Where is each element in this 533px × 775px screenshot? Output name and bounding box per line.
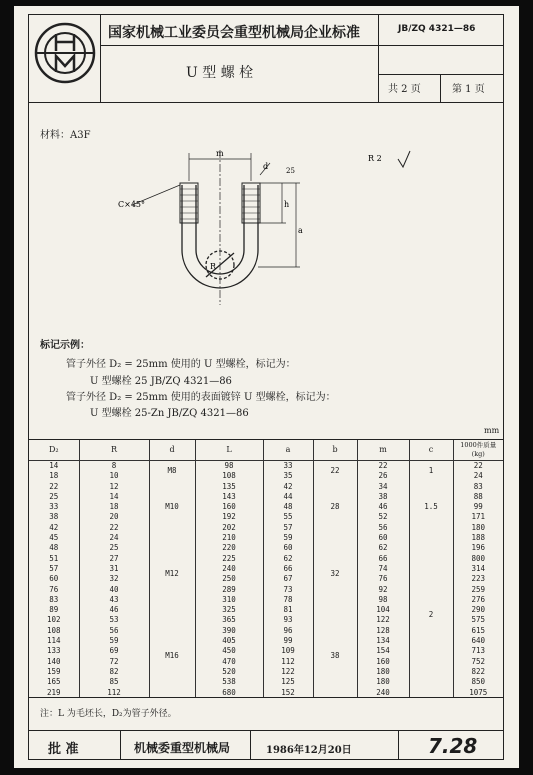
dim-a: a (298, 226, 303, 235)
example-line-2: U 型螺栓 25 JB/ZQ 4321—86 (90, 376, 232, 387)
table-note: 注：L 为毛坯长，D₂为管子外径。 (40, 709, 177, 719)
table-cell: 48 (49, 543, 59, 553)
table-cell: 114 (46, 636, 61, 646)
col-m: m (357, 440, 409, 461)
std-no-divider (378, 14, 379, 102)
table-cell: 154 (357, 646, 409, 656)
document-title: U 型 螺 栓 (186, 65, 254, 81)
table-cell: 1075 (453, 688, 503, 698)
page-count: 共 2 页 (388, 84, 421, 95)
table-cell: 96 (263, 626, 313, 636)
table-cell: 14 (79, 492, 149, 502)
approve-label: 批 准 (48, 742, 79, 757)
approver: 机械委重型机械局 (134, 741, 231, 755)
table-cell: 26 (357, 471, 409, 481)
org-title: 国家机械工业委员会重型机械局企业标准 (108, 25, 360, 41)
table-cell: 1.5 (409, 482, 453, 533)
table-cell: 46 (357, 502, 409, 512)
table-cell: 67 (263, 574, 313, 584)
col-mass: 1000件质量 (kg) (453, 440, 503, 461)
table-cell: 42 (49, 522, 59, 532)
footer-div-1 (120, 730, 121, 760)
table-cell: 14 (49, 461, 59, 470)
table-cell: 210 (195, 533, 263, 543)
table-cell: 43 (79, 595, 149, 605)
table-cell: 69 (79, 646, 149, 656)
table-cell: 81 (263, 605, 313, 615)
footer-top-line (28, 730, 504, 731)
table-cell: 24 (79, 533, 149, 543)
table-cell: 66 (263, 564, 313, 574)
table-cell: 62 (263, 554, 313, 564)
table-body (29, 461, 503, 698)
table-cell: 18 (49, 471, 59, 481)
table-cell: 135 (195, 482, 263, 492)
table-cell: 38 (49, 512, 59, 522)
material-label: 材料：A3F (40, 130, 91, 141)
table-cell: 93 (263, 615, 313, 625)
table-cell: 35 (263, 471, 313, 481)
table-cell: 125 (263, 677, 313, 687)
table-cell: 32 (79, 574, 149, 584)
table-cell: 220 (195, 543, 263, 553)
table-cell: M8 (149, 461, 195, 482)
table-cell: 104 (357, 605, 409, 615)
page-box-line (378, 74, 504, 75)
table-cell: 33 (263, 461, 313, 472)
table-cell: 1 (409, 461, 453, 482)
table-cell: 28 (313, 482, 357, 533)
table-cell: 202 (195, 523, 263, 533)
unit-label: mm (484, 426, 500, 435)
table-cell: 575 (453, 615, 503, 625)
table-cell: 66 (357, 554, 409, 564)
table-cell: 22 (357, 461, 409, 472)
u-bolt-drawing (110, 145, 440, 335)
standard-logo-icon (34, 22, 96, 84)
header-bottom-line (28, 102, 504, 103)
table-cell: 32 (313, 533, 357, 615)
table-cell: 192 (195, 512, 263, 522)
table-cell: 108 (195, 471, 263, 481)
table-cell: M10 (149, 482, 195, 533)
table-cell: 12 (79, 482, 149, 492)
table-cell: 180 (453, 523, 503, 533)
table-cell: 45 (49, 533, 59, 543)
table-cell: 240 (195, 564, 263, 574)
table-cell: 57 (263, 523, 313, 533)
table-cell: 133 (46, 646, 61, 656)
table-row (29, 533, 503, 543)
table-cell: 24 (453, 471, 503, 481)
table-cell: 59 (263, 533, 313, 543)
table-cell: 98 (357, 595, 409, 605)
table-cell: 34 (357, 482, 409, 492)
header-divider (100, 45, 504, 46)
table-cell: 98 (195, 461, 263, 472)
table-cell: 60 (263, 543, 313, 553)
table-cell: 171 (453, 512, 503, 522)
table-cell: 57 (49, 563, 59, 573)
table-cell: 289 (195, 585, 263, 595)
col-d: d (149, 440, 195, 461)
table-cell: 640 (453, 636, 503, 646)
dim-angle: 25 (286, 167, 295, 175)
table-cell: 196 (453, 543, 503, 553)
table-cell: 31 (79, 564, 149, 574)
table-cell: 102 (46, 615, 61, 625)
table-cell: 38 (357, 492, 409, 502)
footer-div-3 (398, 730, 399, 760)
table-cell: 55 (263, 512, 313, 522)
table-cell: 850 (453, 677, 503, 687)
col-l: L (195, 440, 263, 461)
table-cell: 73 (263, 585, 313, 595)
table-cell: 85 (79, 677, 149, 687)
table-cell: 83 (453, 482, 503, 492)
table-cell: 134 (357, 636, 409, 646)
logo-divider (100, 14, 101, 102)
table-cell: 76 (49, 584, 59, 594)
dim-d: d (263, 162, 269, 171)
col-r: R (79, 440, 149, 461)
dim-h: h (284, 200, 290, 209)
table-cell: 152 (263, 688, 313, 698)
table-cell: 165 (46, 677, 61, 687)
example-line-1: 管子外径 D₂ = 25mm 使用的 U 型螺栓，标记为： (66, 359, 296, 370)
table-cell: 800 (453, 554, 503, 564)
table-cell: 450 (195, 646, 263, 656)
table-cell: 160 (195, 502, 263, 512)
dim-chamfer: C×45° (118, 200, 146, 209)
table-cell: 365 (195, 615, 263, 625)
table-cell: 325 (195, 605, 263, 615)
table-cell: 122 (357, 615, 409, 625)
table-row (29, 482, 503, 492)
table-cell: 27 (79, 554, 149, 564)
table-cell: 2 (409, 533, 453, 698)
table-cell: 52 (357, 512, 409, 522)
table-cell: 310 (195, 595, 263, 605)
table-cell: 89 (49, 605, 59, 615)
dim-r: R (210, 262, 217, 271)
dimension-table (29, 440, 503, 698)
table-cell: 25 (79, 543, 149, 553)
table-cell: 520 (195, 667, 263, 677)
table-cell: 290 (453, 605, 503, 615)
col-a: a (263, 440, 313, 461)
table-cell: 78 (263, 595, 313, 605)
table-cell: 128 (357, 626, 409, 636)
table-cell: 180 (357, 677, 409, 687)
table-cell: 60 (49, 574, 59, 584)
table-cell: 99 (453, 502, 503, 512)
table-cell: 62 (357, 543, 409, 553)
table-cell: 20 (79, 512, 149, 522)
table-cell: 56 (79, 626, 149, 636)
table-cell: 470 (195, 657, 263, 667)
table-cell: 22 (79, 523, 149, 533)
table-cell: 8 (79, 461, 149, 472)
table-cell: 225 (195, 554, 263, 564)
page-number: 第 1 页 (452, 84, 485, 95)
page-box-divider (440, 74, 441, 102)
table-cell: 160 (357, 657, 409, 667)
table-cell: 223 (453, 574, 503, 584)
table-header-row (29, 440, 503, 461)
table-cell: 219 (46, 687, 61, 697)
table-cell: 92 (357, 585, 409, 595)
table-cell: 240 (357, 688, 409, 698)
table-cell: 99 (263, 636, 313, 646)
approval-date: 1986年12月20日 (266, 745, 352, 756)
table-cell: 713 (453, 646, 503, 656)
table-cell: 46 (79, 605, 149, 615)
table-cell: 109 (263, 646, 313, 656)
table-cell: 276 (453, 595, 503, 605)
table-cell: 82 (79, 667, 149, 677)
table-cell: 48 (263, 502, 313, 512)
table-cell: 25 (49, 491, 59, 501)
table-cell: 159 (46, 666, 61, 676)
table-cell: 112 (263, 657, 313, 667)
table-cell: 188 (453, 533, 503, 543)
table-cell: 53 (79, 615, 149, 625)
table-cell: 143 (195, 492, 263, 502)
table-cell: 405 (195, 636, 263, 646)
table-cell: 10 (79, 471, 149, 481)
table-cell: 44 (263, 492, 313, 502)
table-cell: 33 (49, 502, 59, 512)
table-cell: 88 (453, 492, 503, 502)
table-cell: 822 (453, 667, 503, 677)
table-cell: 76 (357, 574, 409, 584)
table-cell: 752 (453, 657, 503, 667)
table-cell: 22 (453, 461, 503, 472)
col-d2: D₂ (29, 440, 79, 461)
table-cell: 180 (357, 667, 409, 677)
table-cell: 42 (263, 482, 313, 492)
standard-number: JB/ZQ 4321—86 (398, 24, 476, 34)
table-cell: 51 (49, 553, 59, 563)
footer-div-2 (250, 730, 251, 760)
col-b: b (313, 440, 357, 461)
table-cell: 108 (46, 625, 61, 635)
table-cell: 112 (79, 688, 149, 698)
dim-m: m (216, 149, 224, 158)
table-row (29, 461, 503, 472)
table-cell: 72 (79, 657, 149, 667)
table-cell: 60 (357, 533, 409, 543)
table-cell: 390 (195, 626, 263, 636)
table-cell: 22 (49, 481, 59, 491)
table-cell: 615 (453, 626, 503, 636)
table-cell: 83 (49, 594, 59, 604)
table-cell: 140 (46, 656, 61, 666)
table-cell: M12 (149, 533, 195, 615)
table-cell: 680 (195, 688, 263, 698)
table-cell: 59 (79, 636, 149, 646)
table-cell: M16 (149, 615, 195, 697)
table-cell: 40 (79, 585, 149, 595)
table-bottom-line (28, 697, 504, 698)
table-cell: 74 (357, 564, 409, 574)
table-cell: 538 (195, 677, 263, 687)
table-cell: 314 (453, 564, 503, 574)
example-line-3: 管子外径 D₂ = 25mm 使用的表面镀锌 U 型螺栓，标记为： (66, 392, 336, 403)
page-code: 7.28 (428, 734, 478, 758)
table-cell: 18 (79, 502, 149, 512)
table-cell: 56 (357, 523, 409, 533)
table-cell: 122 (263, 667, 313, 677)
table-cell: 38 (313, 615, 357, 697)
example-line-4: U 型螺栓 25-Zn JB/ZQ 4321—86 (90, 408, 249, 419)
table-cell: 250 (195, 574, 263, 584)
table-cell: 259 (453, 585, 503, 595)
col-c: c (409, 440, 453, 461)
roughness-label: R 2 (368, 154, 382, 163)
example-heading: 标记示例： (40, 340, 90, 351)
table-cell: 22 (313, 461, 357, 482)
